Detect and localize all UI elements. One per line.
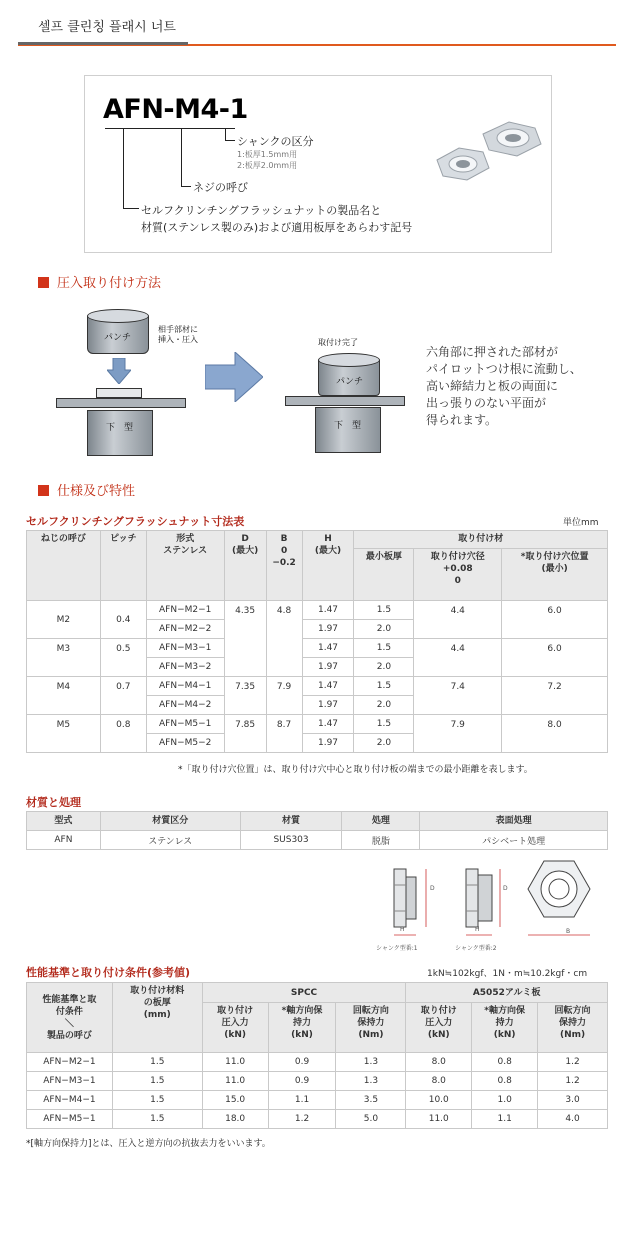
die-label: 下 型 — [106, 423, 134, 433]
table-row: AFN−M4−1 1.5 15.0 1.1 3.5 10.0 1.0 3.0 — [27, 1091, 608, 1110]
punch2-top — [318, 353, 380, 367]
nut-before — [96, 388, 142, 398]
drawing-label-1: シャンク型番:1 — [376, 945, 418, 952]
performance-table: 性能基準と取 付条件 ＼ 製品の呼び 取り付け材料 の板厚 (mm) SPCC A5052アルミ板 取り付け 圧入力 (kN) *軸方向保 持力 (kN) 回転方向 保持力 (Nm) 取り付け 圧入力 (kN) *軸方向保 持力 (kN) 回転方向 保持力 (Nm) AFN−M2−1 1.5 11.0 0.9 1.3 8.0 0.8 1.2 AFN−M3−1 1.5 11.0 0.9 1.3 8.0 0.8 1.2 AFN−M4−1 1.5 15.0 1.1 3.5 10.0 1.0 3.0 AFN−M5−1 1.5 18.0 1.2 5.0 11.0 1.1 4.0 — [26, 982, 608, 1129]
table-row: AFN−M3−1 1.5 11.0 0.9 1.3 8.0 0.8 1.2 — [27, 1072, 608, 1091]
leader-line — [181, 129, 182, 187]
part-number-box — [84, 75, 552, 253]
perf-table-title: 性能基準と取り付け条件(参考値) — [26, 966, 191, 979]
table-row: M5 0.8 AFN−M5−1 7.85 8.7 1.47 1.5 7.9 8.0 — [27, 715, 608, 734]
th-al: A5052アルミ板 — [406, 983, 608, 1003]
page-title: 셀프 클린칭 플래시 너트 — [38, 20, 176, 35]
punch-top — [87, 309, 149, 323]
punch-label: パンチ — [104, 333, 132, 343]
dimension-table — [26, 530, 608, 753]
section-marker-icon — [38, 277, 49, 288]
part-number-code: AFN-M4-1 — [103, 94, 248, 125]
dim-d-2: D — [503, 885, 508, 892]
right-arrow-icon — [205, 352, 263, 402]
th-d: D (最大) — [224, 531, 266, 601]
drawing-shank-2 — [466, 869, 500, 935]
drawing-shank-1 — [394, 869, 426, 935]
th-hole-pos: *取り付け穴位置 (最小) — [502, 549, 608, 601]
done-label: 取付け完了 — [318, 338, 358, 347]
leader-line — [225, 140, 235, 141]
table-row: AFN−M5−1 1.5 18.0 1.2 5.0 11.0 1.1 4.0 — [27, 1110, 608, 1129]
table-row: AFN−M2−2 1.97 2.0 — [27, 620, 608, 639]
desc-line-1: セルフクリンチングフラッシュナットの製品名と — [141, 204, 382, 217]
dim-table-unit: 単位mm — [563, 518, 599, 528]
shank-label: シャンクの区分 — [237, 135, 314, 148]
table-row: AFN−M5−2 1.97 2.0 — [27, 734, 608, 753]
die2-label: 下 型 — [334, 421, 362, 431]
table-row: AFN−M3−2 1.97 2.0 — [27, 658, 608, 677]
th-mount: 取り付け材 — [354, 531, 608, 549]
dim-b: B — [566, 928, 571, 935]
th-pitch: ピッチ — [100, 531, 146, 601]
plate-left — [56, 398, 186, 408]
section-spec-title: 仕様及び特性 — [38, 480, 135, 499]
die-cylinder — [87, 410, 153, 456]
leader-line — [181, 186, 191, 187]
th-h: H (最大) — [302, 531, 354, 601]
th-min-thick: 最小板厚 — [354, 549, 414, 601]
dim-d-1: D — [430, 885, 435, 892]
punch2-label: パンチ — [336, 377, 364, 387]
material-table: 型式 材質区分 材質 処理 表面処理 AFN ステンレス SUS303 脱脂 パシベート処理 — [26, 811, 608, 850]
nut-illustration — [419, 112, 547, 198]
shank-option-2: 2:板厚2.0mm用 — [237, 161, 298, 170]
dim-h-1: H — [400, 926, 405, 933]
table-row: M4 0.7 AFN−M4−1 7.35 7.9 1.47 1.5 7.4 7.2 — [27, 677, 608, 696]
table-row: AFN−M4−2 1.97 2.0 — [27, 696, 608, 715]
th-spcc: SPCC — [202, 983, 406, 1003]
perf-table-note: *[軸方向保持力]とは、圧入と逆方向の抗抜去力をいいます。 — [26, 1139, 271, 1149]
nut-drawings — [380, 855, 610, 955]
material-table-title: 材質と処理 — [26, 796, 81, 809]
header-tab-marker — [18, 42, 188, 45]
thread-label: ネジの呼び — [193, 181, 248, 194]
dim-table-note: *「取り付け穴位置」は、取り付け穴中心と取り付け板の端までの最小距離を表します。 — [178, 765, 533, 775]
table-row: AFN−M2−1 1.5 11.0 0.9 1.3 8.0 0.8 1.2 — [27, 1053, 608, 1072]
desc-line-2: 材質(ステンレス製のみ)および適用板厚をあらわす記号 — [141, 221, 413, 234]
leader-line — [123, 208, 139, 209]
th-hole: 取り付け穴径 +0.08 0 — [414, 549, 502, 601]
perf-table-unit: 1kN≒102kgf、1N・m≒10.2kgf・cm — [427, 969, 588, 979]
dim-table-title: セルフクリンチングフラッシュナット寸法表 — [26, 515, 245, 528]
table-row: M2 0.4 AFN−M2−1 4.35 4.8 1.47 1.5 4.4 6.0 — [27, 601, 608, 620]
th-thread: ねじの呼び — [27, 531, 101, 601]
mating-label: 相手部材に 挿入・圧入 — [158, 325, 198, 344]
plate-right — [285, 396, 405, 406]
dim-h-2: H — [475, 926, 480, 933]
th-type: 形式 ステンレス — [146, 531, 224, 601]
drawing-hex-top — [528, 861, 590, 935]
leader-line — [123, 129, 124, 209]
th-cond: 性能基準と取 付条件 ＼ 製品の呼び — [27, 983, 113, 1053]
page-header — [0, 0, 619, 48]
table-row: AFN ステンレス SUS303 脱脂 パシベート処理 — [27, 831, 608, 850]
section-marker-icon — [38, 485, 49, 496]
shank-option-1: 1:板厚1.5mm用 — [237, 150, 298, 159]
table-row: M3 0.5 AFN−M3−1 1.47 1.5 4.4 6.0 — [27, 639, 608, 658]
down-arrow-icon — [107, 358, 131, 384]
part-code-underline — [105, 128, 235, 129]
th-b: B 0 −0.2 — [266, 531, 302, 601]
drawing-label-2: シャンク型番:2 — [455, 945, 497, 952]
section-press-title: 圧入取り付け方法 — [38, 272, 161, 291]
press-description: 六角部に押された部材が パイロットつけ根に流動し、 高い締結力と板の両面に 出っ張りのない平面が 得られます。 — [426, 345, 582, 427]
th-thick: 取り付け材料 の板厚 (mm) — [112, 983, 202, 1053]
